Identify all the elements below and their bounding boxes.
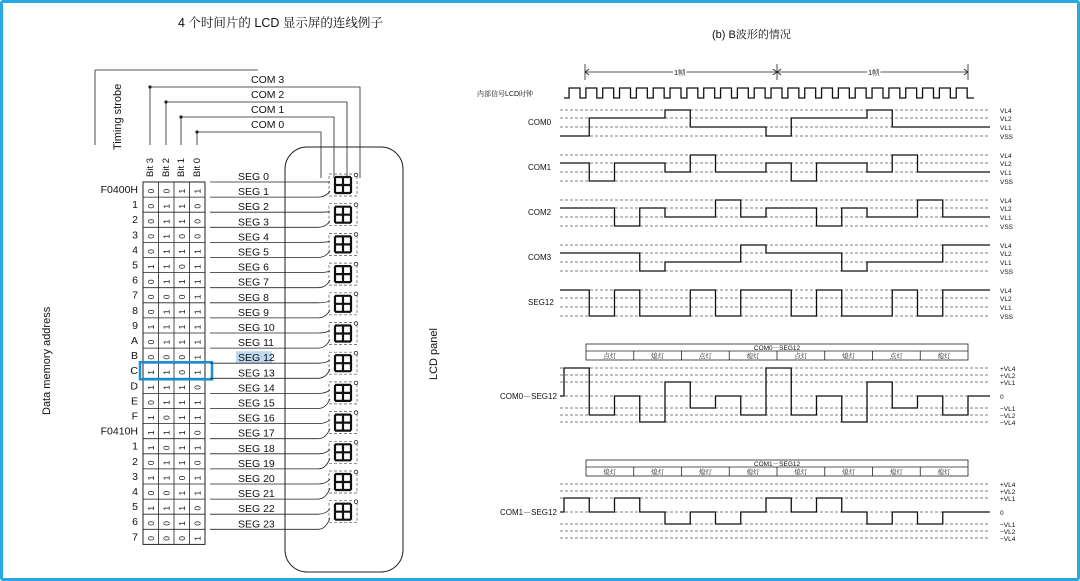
state-cell: 熄灯 — [746, 353, 760, 360]
memory-bit: 1 — [145, 445, 156, 451]
level-label: VL1 — [1000, 125, 1012, 132]
seg-connector — [318, 458, 330, 469]
memory-address: 8 — [132, 304, 138, 317]
memory-address: A — [130, 335, 138, 347]
memory-bit: 0 — [161, 490, 172, 496]
diff-level-label: +VL1 — [1000, 496, 1016, 503]
digit-dot — [354, 470, 358, 474]
memory-bit: 1 — [192, 264, 203, 269]
memory-address: 4 — [132, 486, 138, 498]
diff-waveform-label: COM0－SEG12 — [500, 392, 557, 401]
diff-level-label: 0 — [1000, 510, 1004, 517]
seg-connector — [318, 420, 330, 424]
digit-segments — [335, 474, 351, 490]
memory-bit: 0 — [192, 505, 203, 511]
state-cell: 点灯 — [794, 353, 808, 360]
memory-address: 5 — [132, 501, 138, 514]
memory-bit: 1 — [176, 400, 187, 405]
lcd-digit — [329, 381, 358, 404]
lcd-digit — [329, 470, 358, 493]
level-label: VSS — [1000, 224, 1014, 231]
memory-bit: 1 — [192, 400, 203, 405]
memory-bit: 1 — [176, 309, 187, 315]
memory-bit: 1 — [161, 460, 172, 466]
memory-bit: 0 — [161, 188, 172, 194]
memory-bit: 0 — [192, 520, 203, 526]
digit-dot — [354, 322, 358, 326]
seg-label: SEG 0 — [238, 171, 269, 183]
digit-segments — [335, 326, 351, 342]
digit-dot — [354, 381, 358, 385]
memory-bit: 1 — [192, 339, 203, 345]
lcd-digit — [329, 500, 358, 523]
seg-connector — [318, 360, 330, 363]
memory-address: 1 — [132, 440, 138, 453]
memory-bit: 0 — [192, 385, 203, 390]
level-label: VL4 — [1000, 198, 1012, 205]
waveform-com3 — [560, 245, 990, 271]
memory-bit: 0 — [176, 234, 187, 239]
diff-level-label: +VL1 — [1000, 380, 1016, 387]
diff-level-label: +VL2 — [1000, 489, 1016, 496]
seg-label: SEG 21 — [238, 488, 275, 501]
seg-label: SEG 12 — [238, 352, 275, 365]
memory-address: E — [130, 395, 138, 408]
memory-bit: 1 — [176, 430, 187, 436]
seg-connector — [318, 310, 330, 318]
memory-bit: 0 — [161, 536, 172, 541]
state-cell: 熄灯 — [842, 353, 856, 360]
memory-address: 5 — [132, 259, 138, 272]
diff-level-label: 0 — [1000, 394, 1004, 401]
memory-bit: 1 — [176, 279, 187, 285]
memory-bit: 0 — [161, 354, 172, 360]
memory-bit: 0 — [176, 369, 187, 375]
memory-bit: 0 — [145, 339, 156, 345]
seg-connector — [318, 221, 330, 228]
memory-address: C — [130, 365, 138, 378]
seg-label: SEG 11 — [238, 337, 274, 350]
seg-connector — [318, 390, 330, 394]
diff-level-label: −VL4 — [1000, 420, 1016, 427]
memory-address: 2 — [132, 455, 138, 468]
state-cell: 熄灯 — [746, 469, 760, 476]
memory-bit: 0 — [145, 249, 156, 254]
memory-bit: 1 — [161, 309, 172, 315]
seg-label: SEG 22 — [238, 503, 275, 516]
level-label: VL2 — [1000, 116, 1012, 123]
digit-segments — [335, 266, 351, 282]
memory-address: F — [131, 410, 138, 423]
seg-label: SEG 19 — [238, 457, 275, 470]
memory-bit: 0 — [145, 218, 156, 224]
memory-bit: 0 — [145, 234, 156, 239]
memory-bit: 0 — [176, 536, 187, 541]
memory-bit: 0 — [145, 460, 156, 466]
seg-label: SEG 13 — [238, 367, 275, 380]
memory-bit: 0 — [192, 203, 203, 209]
memory-bit: 1 — [161, 400, 172, 405]
level-label: VSS — [1000, 134, 1014, 141]
digit-segments — [335, 296, 351, 312]
level-label: VL1 — [1000, 260, 1012, 267]
memory-bit: 0 — [145, 400, 156, 405]
level-label: VL1 — [1000, 305, 1012, 312]
memory-bit: 0 — [145, 536, 156, 541]
bit-label: Bit 1 — [176, 157, 187, 177]
memory-bit: 1 — [176, 188, 187, 194]
digit-segments — [335, 177, 351, 193]
memory-bit: 0 — [145, 294, 156, 300]
memory-bit: 1 — [192, 188, 203, 194]
memory-bit: 0 — [192, 430, 203, 436]
memory-bit: 1 — [145, 505, 156, 511]
memory-bit: 1 — [192, 324, 203, 330]
digit-segments — [335, 236, 351, 252]
digit-segments — [335, 355, 351, 371]
memory-bit: 1 — [145, 324, 156, 330]
memory-bit: 1 — [145, 475, 156, 481]
lcd-digit — [329, 262, 358, 285]
memory-bit: 0 — [192, 460, 203, 466]
seg-connector — [318, 488, 330, 499]
memory-bit: 1 — [161, 218, 172, 224]
waveform-com1 — [560, 155, 990, 181]
bit-label: Bit 0 — [192, 157, 203, 177]
memory-address: 7 — [132, 289, 138, 302]
seg-connector — [318, 449, 330, 454]
memory-bit: 0 — [192, 218, 203, 224]
memory-bit: 1 — [176, 324, 187, 330]
waveform-com0 — [560, 110, 990, 136]
memory-bit: 1 — [161, 475, 172, 481]
seg-connector — [318, 429, 330, 439]
memory-bit: 0 — [145, 279, 156, 285]
memory-bit: 1 — [192, 415, 203, 420]
digit-dot — [354, 441, 358, 445]
state-cell: 熄灯 — [889, 469, 903, 476]
seg-label: SEG 5 — [238, 246, 269, 259]
level-label: VL4 — [1000, 108, 1012, 115]
memory-address: F0400H — [100, 184, 138, 196]
seg-label: SEG 20 — [238, 473, 275, 485]
state-cell: 熄灯 — [651, 469, 665, 476]
memory-bit: 1 — [145, 385, 156, 390]
lcd-digit — [329, 322, 358, 345]
seg-label: SEG 23 — [238, 518, 275, 531]
level-label: VL4 — [1000, 243, 1012, 250]
memory-bit: 1 — [192, 475, 203, 481]
memory-bit: 1 — [161, 279, 172, 285]
seg-label: SEG 4 — [238, 231, 269, 244]
memory-bit: 1 — [192, 354, 203, 360]
waveform-label: COM3 — [528, 253, 552, 262]
digit-dot — [354, 351, 358, 355]
seg-connector — [318, 340, 330, 349]
memory-bit: 0 — [145, 188, 156, 194]
memory-bit: 1 — [161, 203, 172, 209]
memory-bit: 1 — [161, 264, 172, 269]
level-label: VL4 — [1000, 153, 1012, 160]
memory-bit: 1 — [176, 505, 187, 511]
memory-bit: 0 — [176, 475, 187, 481]
memory-address: 9 — [132, 319, 138, 332]
memory-address: 4 — [132, 244, 138, 257]
memory-address: 1 — [132, 199, 138, 212]
seg-label: SEG 15 — [238, 397, 275, 410]
memory-bit: 1 — [176, 415, 187, 420]
state-cell: 熄灯 — [698, 469, 712, 476]
memory-bit: 1 — [192, 445, 203, 451]
diff-level-label: +VL4 — [1000, 482, 1016, 489]
memory-bit: 1 — [176, 460, 187, 466]
state-cell: 点灯 — [698, 353, 712, 360]
com-route — [313, 102, 347, 178]
waveform-label: COM2 — [528, 208, 552, 217]
memory-address: 7 — [132, 531, 138, 544]
diff-level-label: +VL4 — [1000, 366, 1016, 373]
seg-label: SEG 9 — [238, 306, 269, 319]
seg-connector — [318, 518, 330, 530]
com-label: COM 3 — [251, 74, 285, 86]
seg-connector — [318, 301, 330, 303]
state-table-title: COM0－SEG12 — [753, 345, 801, 352]
com-route — [313, 87, 360, 178]
memory-bit: 1 — [145, 264, 156, 269]
seg-connector — [318, 212, 330, 213]
digit-segments — [335, 415, 351, 431]
waveform-com2 — [560, 200, 990, 226]
memory-bit: 1 — [176, 445, 187, 451]
seg-connector — [318, 479, 330, 484]
diff-waveform — [560, 498, 990, 524]
memory-address: B — [130, 350, 138, 363]
seg-label: SEG 17 — [238, 427, 275, 440]
memory-address: 3 — [132, 470, 138, 483]
memory-bit: 1 — [161, 430, 172, 436]
digit-dot — [354, 500, 358, 504]
memory-bit: 1 — [145, 430, 156, 436]
lcd-digit — [329, 351, 358, 374]
state-cell: 熄灯 — [842, 469, 856, 476]
level-label: VL4 — [1000, 288, 1012, 295]
memory-bit: 0 — [161, 520, 172, 526]
memory-bit: 1 — [145, 369, 156, 375]
memory-bit: 1 — [192, 369, 203, 375]
digit-segments — [335, 385, 351, 401]
memory-bit: 1 — [192, 490, 203, 496]
seg-label: SEG 18 — [238, 442, 275, 455]
diff-level-label: −VL1 — [1000, 522, 1016, 529]
memory-bit: 1 — [161, 249, 172, 254]
lcd-panel-label: LCD panel — [428, 328, 440, 380]
seg-connector — [318, 250, 330, 257]
level-label: VL2 — [1000, 251, 1012, 258]
memory-bit: 1 — [161, 234, 172, 239]
clock-label: 内部信号LCD时钟 — [477, 91, 534, 98]
diff-waveform — [560, 368, 990, 422]
digit-dot — [354, 292, 358, 296]
com-route — [313, 132, 321, 178]
right-title: (b) B波形的情况 — [712, 29, 791, 41]
memory-bit: 1 — [161, 385, 172, 390]
lcd-digit — [329, 292, 358, 315]
digit-dot — [354, 411, 358, 415]
state-cell: 熄灯 — [603, 469, 617, 476]
state-table-title: COM1－SEG12 — [753, 461, 801, 468]
memory-bit: 0 — [145, 309, 156, 315]
level-label: VL2 — [1000, 206, 1012, 213]
memory-bit: 1 — [192, 249, 203, 254]
memory-bit: 1 — [161, 339, 172, 345]
level-label: VSS — [1000, 314, 1014, 321]
memory-bit: 1 — [176, 218, 187, 224]
bit-label: Bit 2 — [161, 157, 172, 177]
diff-level-label: −VL1 — [1000, 406, 1016, 413]
waveform-label: COM1 — [528, 163, 552, 172]
memory-address: 6 — [132, 516, 138, 529]
memory-bit: 0 — [192, 234, 203, 239]
memory-bit: 0 — [176, 354, 187, 360]
frame-label: 1帧 — [674, 68, 686, 77]
memory-bit: 0 — [145, 354, 156, 360]
memory-bit: 1 — [176, 249, 187, 254]
digit-dot — [354, 173, 358, 177]
data-memory-address-label: Data memory address — [41, 306, 53, 415]
frame-label: 1帧 — [868, 68, 880, 77]
state-cell: 点灯 — [603, 353, 617, 360]
level-label: VSS — [1000, 269, 1014, 276]
diff-level-label: −VL2 — [1000, 529, 1016, 536]
state-cell: 点灯 — [889, 353, 903, 360]
digit-dot — [354, 262, 358, 266]
seg-connector — [318, 280, 330, 288]
memory-address: F0410H — [100, 425, 138, 438]
seg-connector — [318, 241, 330, 242]
memory-bit: 1 — [176, 339, 187, 345]
level-label: VSS — [1000, 179, 1014, 186]
digit-segments — [335, 504, 351, 520]
waveform-label: COM0 — [528, 118, 552, 127]
state-cell: 熄灯 — [794, 469, 808, 476]
lcd-digit — [329, 441, 358, 464]
memory-bit: 1 — [176, 490, 187, 496]
memory-bit: 0 — [161, 445, 172, 451]
lcd-digit — [329, 411, 358, 434]
diff-level-label: +VL2 — [1000, 373, 1016, 380]
memory-bit: 0 — [145, 490, 156, 496]
memory-address: 3 — [132, 229, 138, 242]
memory-bit: 1 — [192, 536, 203, 541]
memory-bit: 1 — [145, 415, 156, 420]
level-label: VL1 — [1000, 215, 1012, 222]
state-cell: 熄灯 — [651, 353, 665, 360]
seg-label: SEG 8 — [238, 291, 269, 304]
lcd-digit — [329, 173, 358, 196]
state-cell: 熄灯 — [937, 469, 951, 476]
diff-level-label: −VL4 — [1000, 536, 1016, 543]
memory-bit: 1 — [161, 324, 172, 330]
memory-bit: 0 — [176, 264, 187, 269]
seg-label: SEG 3 — [238, 216, 269, 229]
state-cell: 熄灯 — [937, 353, 951, 360]
bit-label: Bit 3 — [145, 157, 156, 177]
memory-bit: 1 — [176, 385, 187, 390]
clock-waveform — [564, 88, 974, 98]
memory-bit: 0 — [161, 415, 172, 420]
com-label: COM 2 — [251, 89, 285, 101]
memory-bit: 0 — [145, 203, 156, 209]
waveform-label: SEG12 — [528, 298, 554, 307]
seg-label: SEG 16 — [238, 412, 275, 425]
lcd-digit — [329, 233, 358, 256]
memory-bit: 1 — [161, 505, 172, 511]
memory-bit: 1 — [192, 279, 203, 285]
seg-connector — [318, 399, 330, 409]
seg-label: SEG 6 — [238, 261, 269, 274]
seg-connector — [318, 271, 330, 273]
diff-waveform-label: COM1－SEG12 — [500, 508, 557, 517]
seg-connector — [318, 331, 330, 334]
level-label: VL1 — [1000, 170, 1012, 177]
com-label: COM 1 — [251, 104, 285, 116]
timing-strobe-label: Timing strobe — [112, 83, 124, 150]
seg-label: SEG 14 — [238, 382, 275, 395]
memory-bit: 0 — [176, 294, 187, 300]
seg-connector — [318, 369, 330, 378]
seg-label: SEG 7 — [238, 276, 269, 289]
memory-address: D — [130, 380, 138, 393]
digit-segments — [335, 444, 351, 460]
seg-connector — [318, 191, 330, 197]
memory-address: 6 — [132, 274, 138, 287]
memory-bit: 1 — [192, 294, 203, 300]
waveform-seg12 — [560, 290, 990, 316]
com-label: COM 0 — [251, 119, 285, 131]
digit-dot — [354, 203, 358, 207]
seg-label: SEG 10 — [238, 322, 275, 334]
level-label: VL2 — [1000, 296, 1012, 303]
seg-label: SEG 2 — [238, 201, 269, 214]
digit-segments — [335, 207, 351, 223]
memory-address: 2 — [132, 214, 138, 227]
diff-level-label: −VL2 — [1000, 413, 1016, 420]
lcd-digit — [329, 203, 358, 226]
memory-bit: 0 — [161, 294, 172, 300]
memory-bit: 1 — [176, 520, 187, 526]
memory-bit: 1 — [161, 369, 172, 375]
memory-bit: 0 — [145, 520, 156, 526]
digit-dot — [354, 233, 358, 237]
memory-bit: 1 — [176, 203, 187, 209]
memory-bit: 1 — [192, 309, 203, 315]
seg-label: SEG 1 — [238, 186, 269, 199]
level-label: VL2 — [1000, 161, 1012, 168]
left-title: 4 个时间片的 LCD 显示屏的连线例子 — [178, 16, 383, 30]
seg-connector — [318, 509, 330, 515]
